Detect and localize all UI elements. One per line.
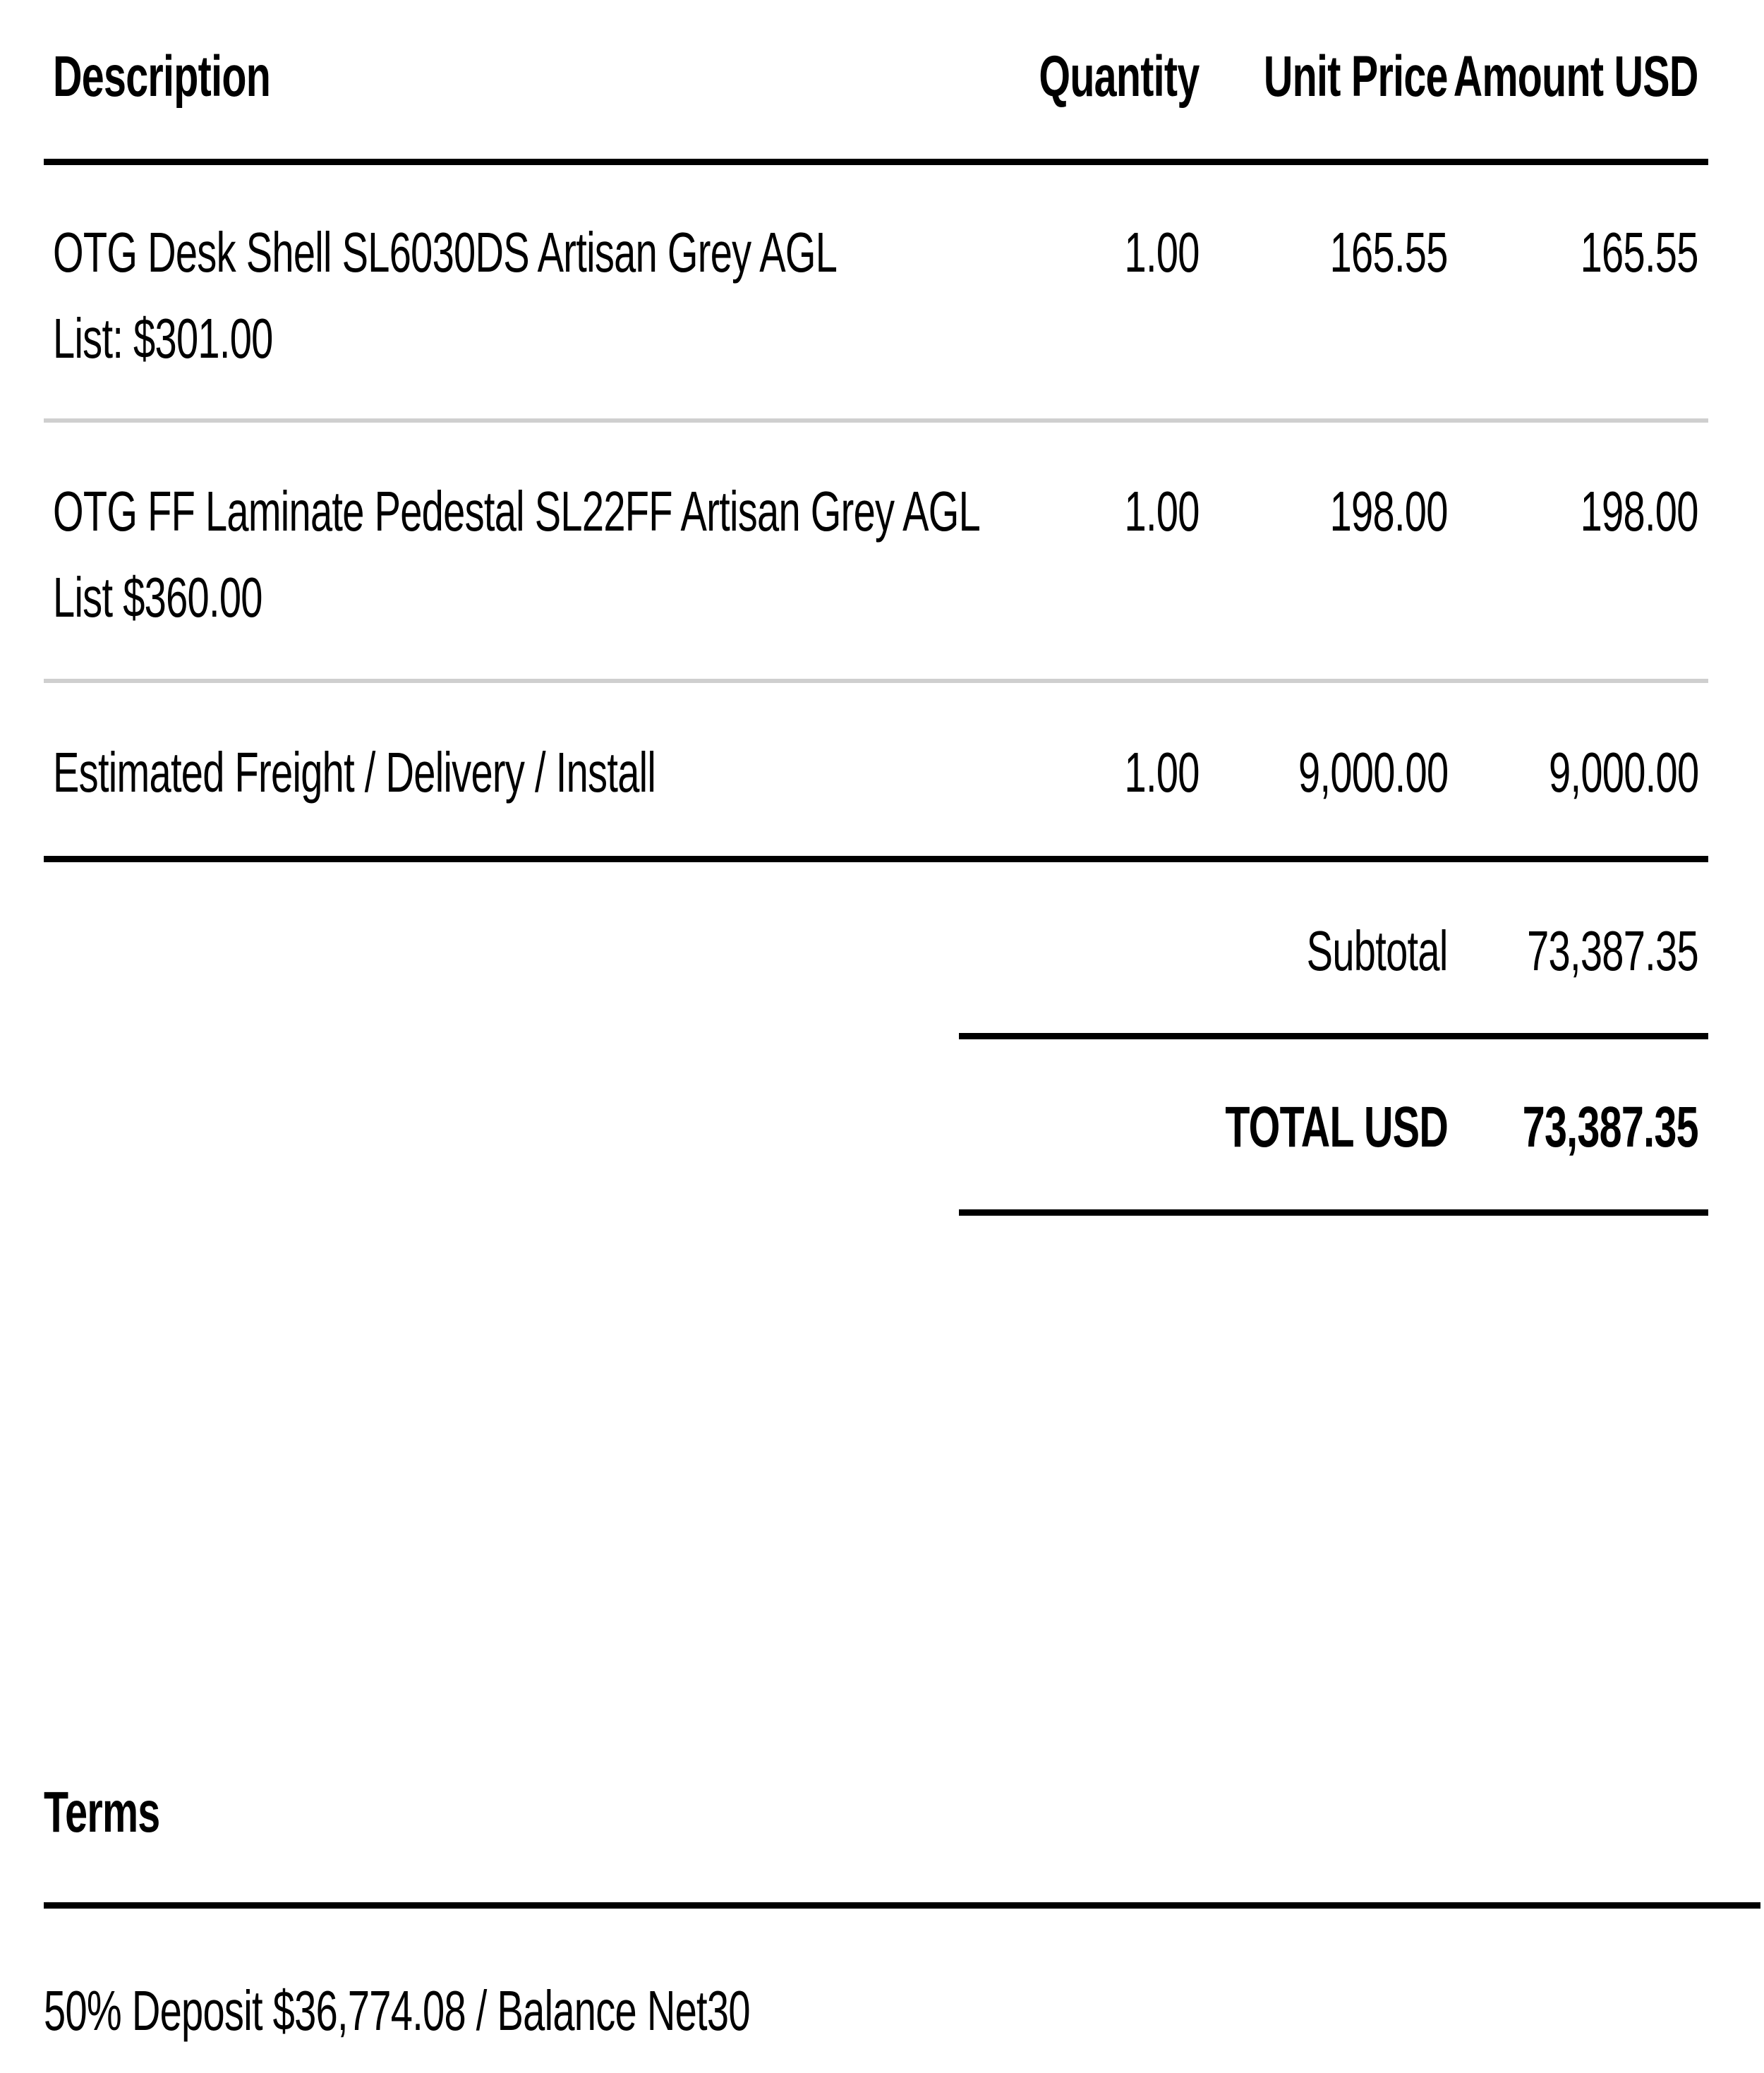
- header-unit-price: Unit Price: [1264, 44, 1448, 109]
- row-unit-price: 198.00: [1329, 480, 1448, 543]
- row-description: Estimated Freight / Delivery / Install: [53, 741, 656, 804]
- header-quantity: Quantity: [1039, 44, 1200, 109]
- row-unit-price: 165.55: [1329, 221, 1448, 284]
- row-amount: 165.55: [1580, 221, 1698, 284]
- row-list-price: List: $301.00: [53, 307, 273, 370]
- row-quantity: 1.00: [1124, 480, 1200, 543]
- row-description: OTG FF Laminate Pedestal SL22FF Artisan Grey AGL: [53, 480, 981, 543]
- row-description: OTG Desk Shell SL6030DS Artisan Grey AGL: [53, 221, 838, 284]
- total-value: 73,387.35: [1522, 1095, 1698, 1159]
- terms-text: 50% Deposit $36,774.08 / Balance Net30: [44, 1979, 750, 2042]
- terms-divider: [44, 1902, 1760, 1909]
- header-description: Description: [53, 44, 271, 109]
- row-amount: 9,000.00: [1548, 741, 1698, 804]
- row-amount: 198.00: [1580, 480, 1698, 543]
- table-bottom-divider: [44, 856, 1708, 862]
- subtotal-value: 73,387.35: [1527, 919, 1698, 982]
- row-quantity: 1.00: [1124, 741, 1200, 804]
- subtotal-divider: [959, 1033, 1708, 1039]
- terms-heading: Terms: [44, 1780, 160, 1844]
- row-divider: [44, 679, 1708, 683]
- total-label: TOTAL USD: [1225, 1095, 1448, 1159]
- total-divider: [959, 1209, 1708, 1216]
- header-amount: Amount USD: [1454, 44, 1698, 109]
- subtotal-label: Subtotal: [1307, 919, 1448, 982]
- header-divider: [44, 159, 1708, 165]
- row-quantity: 1.00: [1124, 221, 1200, 284]
- row-list-price: List $360.00: [53, 566, 262, 629]
- row-divider: [44, 418, 1708, 423]
- row-unit-price: 9,000.00: [1298, 741, 1448, 804]
